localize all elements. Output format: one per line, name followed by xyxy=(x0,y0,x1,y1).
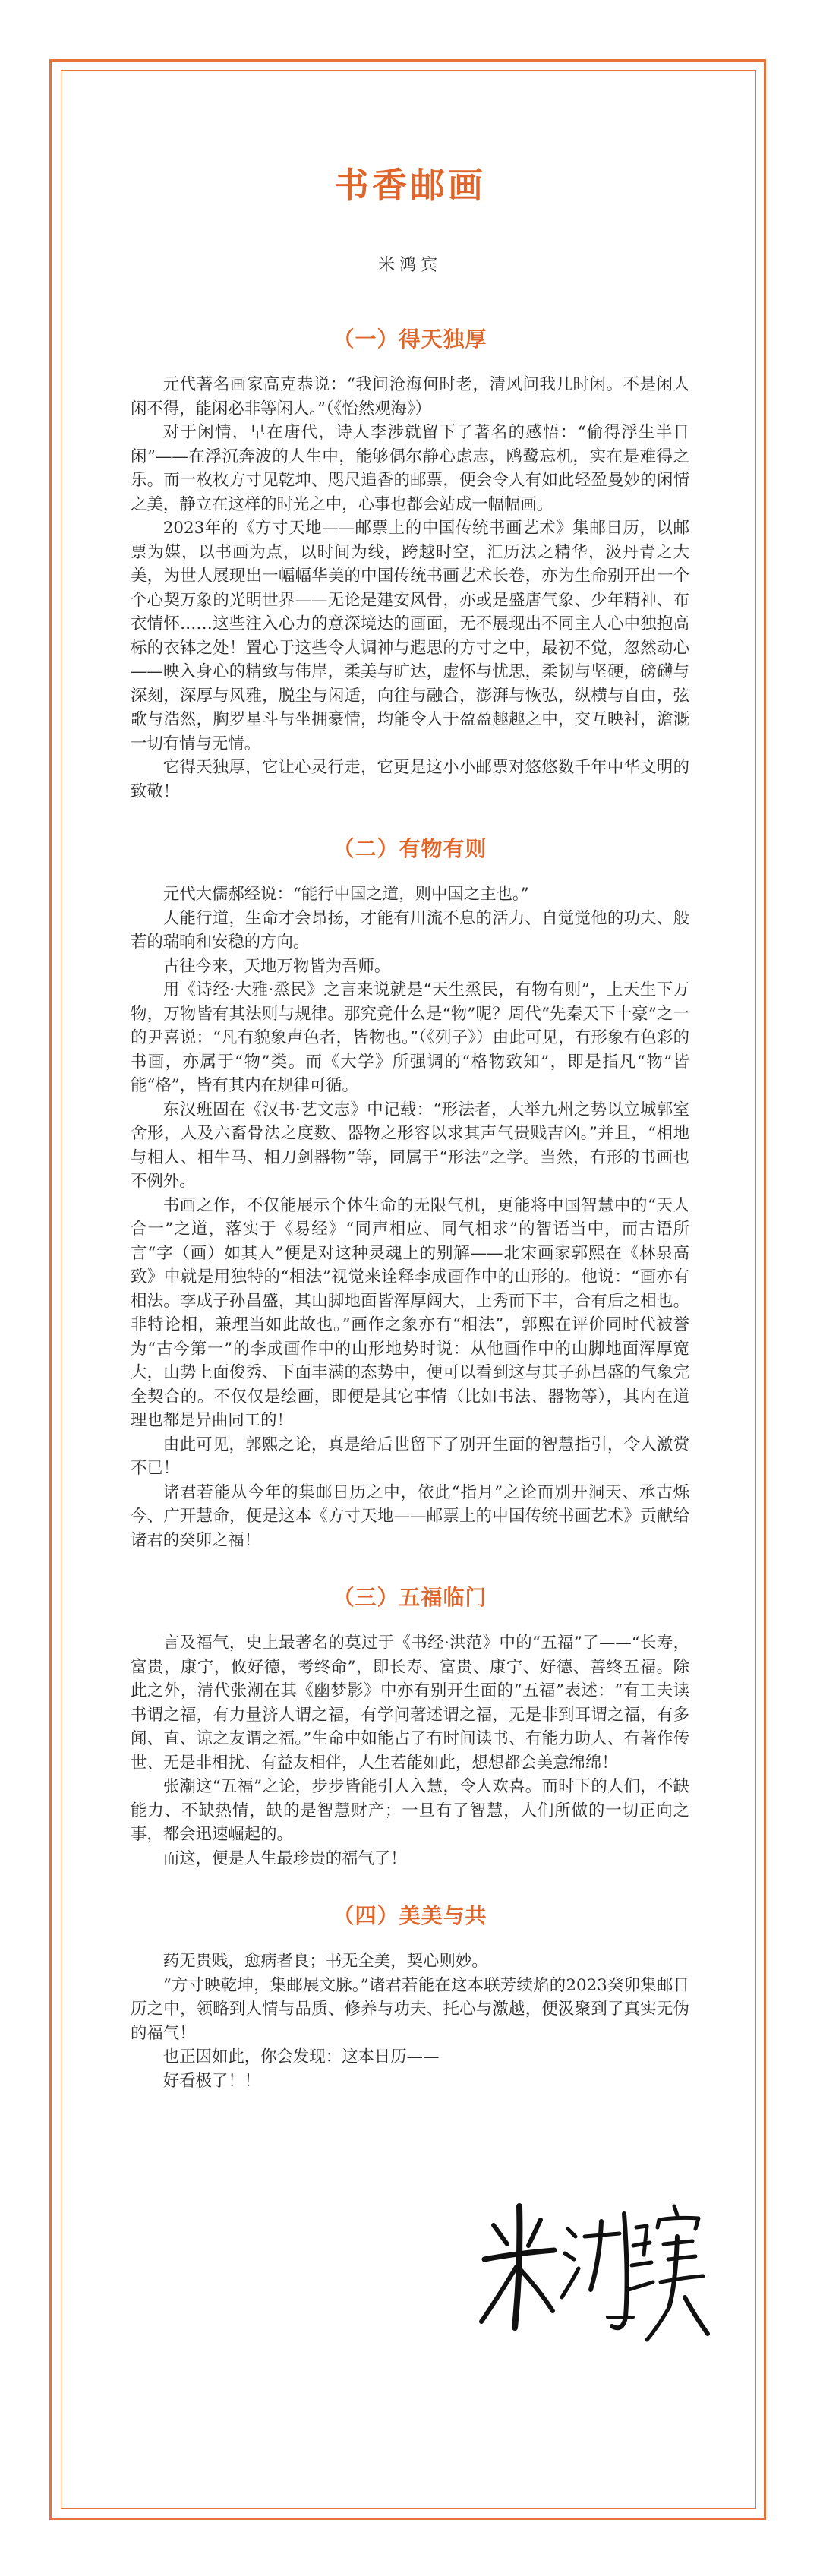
paragraph: 东汉班固在《汉书·艺文志》中记载：“形法者，大举九州之势以立城郭室舍形，人及六畜骨法之度数、器物之形容以求其声气贵贱吉凶。”并且，“相地与相人、相牛马、相刀剑器物”等，同属于“形法”之学。当然，有形的书画也不例外。 xyxy=(131,1100,689,1191)
paragraph: 它得天独厚，它让心灵行走，它更是这小小邮票对悠悠数千年中华文明的致敬！ xyxy=(131,758,689,801)
paragraph: 元代大儒郝经说：“能行中国之道，则中国之主也。” xyxy=(162,885,529,904)
paragraph: 张潮这“五福”之论，步步皆能引人入慧，令人欢喜。而时下的人们，不缺能力、不缺热情，缺的是智慧财产；一旦有了智慧，人们所做的一切正向之事，都会迅速崛起的。 xyxy=(131,1777,689,1844)
section-heading-1: （一）得天独厚 xyxy=(333,327,487,352)
paragraph: 药无贵贱，愈病者良；书无全美，契心则妙。 xyxy=(162,1952,488,1971)
paragraph: “方寸映乾坤，集邮展文脉。”诸君若能在这本联芳续焰的2023癸卯集邮日历之中，领略到人情与品质、修养与功夫、托心与激越，便汲聚到了真实无伪的福气！ xyxy=(131,1975,689,2043)
paragraph: 元代著名画家高克恭说：“我问沧海何时老，清风问我几时闲。不是闲人闲不得，能闲必非等闲人。”（《怡然观海》） xyxy=(131,375,689,418)
paragraph: 由此可见，郭熙之论，真是给后世留下了别开生面的智慧指引，令人激赏不已！ xyxy=(131,1435,689,1478)
paragraph: 用《诗经·大雅·烝民》之言来说就是“天生烝民，有物有则”，上天生下万物，万物皆有其法则与规律。那究竟什么是“物”呢？周代“先秦天下十豪”之一的尹喜说：“凡有貌象声色者，皆物也。”（《列子》）由此可见，有形象有色彩的书画，亦属于“物”类。而《大学》所强调的“格物致知”，即是指凡“物”皆能“格”，皆有其内在规律可循。 xyxy=(131,980,689,1095)
author-name: 米鸿宾 xyxy=(377,256,442,275)
paragraph: 好看极了！！ xyxy=(162,2071,261,2091)
article-title: 书香邮画 xyxy=(334,165,486,206)
section-heading-4: （四）美美与共 xyxy=(333,1903,487,1928)
paragraph: 诸君若能从今年的集邮日历之中，依此“指月”之论而别开洞天、承古烁今、广开慧命，便是这本《方寸天地——邮票上的中国传统书画艺术》贡献给诸君的癸卯之福！ xyxy=(131,1482,689,1550)
paragraph: 也正因如此，你会发现：这本日历—— xyxy=(162,2047,440,2066)
article xyxy=(131,122,689,2093)
paragraph: 而这，便是人生最珍贵的福气了！ xyxy=(162,1848,407,1868)
section-heading-2: （二）有物有则 xyxy=(333,836,487,861)
paragraph: 2023年的《方寸天地——邮票上的中国传统书画艺术》集邮日历，以邮票为媒，以书画为点，以时间为线，跨越时空，汇历法之精华，汲丹青之大美，为世人展现出一幅幅华美的中国传统书画艺术长卷，亦为生命别开出一个个心契万象的光明世界——无论是建安风骨，亦或是盛唐气象、少年精神、布衣情怀……这些注入心力的意深境达的画面，无不展现出不同主人心中独抱高标的衣钵之处！置心于这些令人调神与遐思的方寸之中，最初不觉，忽然动心——映入身心的精致与伟岸，柔美与旷达，虚怀与忧思，柔韧与坚硬，磅礴与深刻，深厚与风雅，脱尘与闲适，向往与融合，澎湃与恢弘，纵横与自由，弦歌与浩然，胸罗星斗与坐拥豪情，均能令人于盈盈趣趣之中，交互映衬，澹溉一切有情与无情。 xyxy=(131,519,689,753)
paragraph: 对于闲情，早在唐代，诗人李涉就留下了著名的感悟：“偷得浮生半日闲”——在浮沉奔波的人生中，能够偶尔静心虑志，鸥鹭忘机，实在是难得之乐。而一枚枚方寸见乾坤、咫尺追香的邮票，便会令人有如此轻盈曼妙的闲情之美，静立在这样的时光之中，心事也都会站成一幅幅画。 xyxy=(131,423,689,514)
paragraph: 书画之作，不仅能展示个体生命的无限气机，更能将中国智慧中的“天人合一”之道，落实于《易经》“同声相应、同气相求”的智语当中，而古语所言“字（画）如其人”便是对这种灵魂上的别解——北宋画家郭熙在《林泉高致》中就是用独特的“相法”视觉来诠释李成画作中的山形的。他说：“画亦有相法。李成子孙昌盛，其山脚地面皆浑厚阔大，上秀而下丰，合有后之相也。非特论相，兼理当如此故也。”画作之象亦有“相法”，郭熙在评价同时代被誉为“古今第一”的李成画作中的山形地势时说：从他画作中的山脚地面浑厚宽大，山势上面俊秀、下面丰满的态势中，便可以看到这与其子孙昌盛的气象完全契合的。不仅仅是绘画，即便是其它事情（比如书法、器物等），其内在道理也都是异曲同工的！ xyxy=(131,1195,689,1430)
paragraph: 古往今来，天地万物皆为吾师。 xyxy=(162,956,391,976)
paragraph: 言及福气，史上最著名的莫过于《书经·洪范》中的“五福”了——“长寿，富贵，康宁，攸好德，考终命”，即长寿、富贵、康宁、好德、善终五福。除此之外，清代张潮在其《幽梦影》中亦有别开生面的“五福”表述：“有工夫读书谓之福，有力量济人谓之福，有学问著述谓之福，无是非到耳谓之福，有多闻、直、谅之友谓之福。”生命中如能占了有时间读书、有能力助人、有著作传世、无是非相扰、有益友相伴，人生若能如此，想想都会美意绵绵！ xyxy=(131,1634,689,1773)
handwritten-signature xyxy=(471,2183,714,2358)
paragraph: 人能行道，生命才会昂扬，才能有川流不息的活力、自觉觉他的功夫、般若的瑞晌和安稳的方向。 xyxy=(131,908,689,952)
section-heading-3: （三）五福临门 xyxy=(333,1585,487,1610)
